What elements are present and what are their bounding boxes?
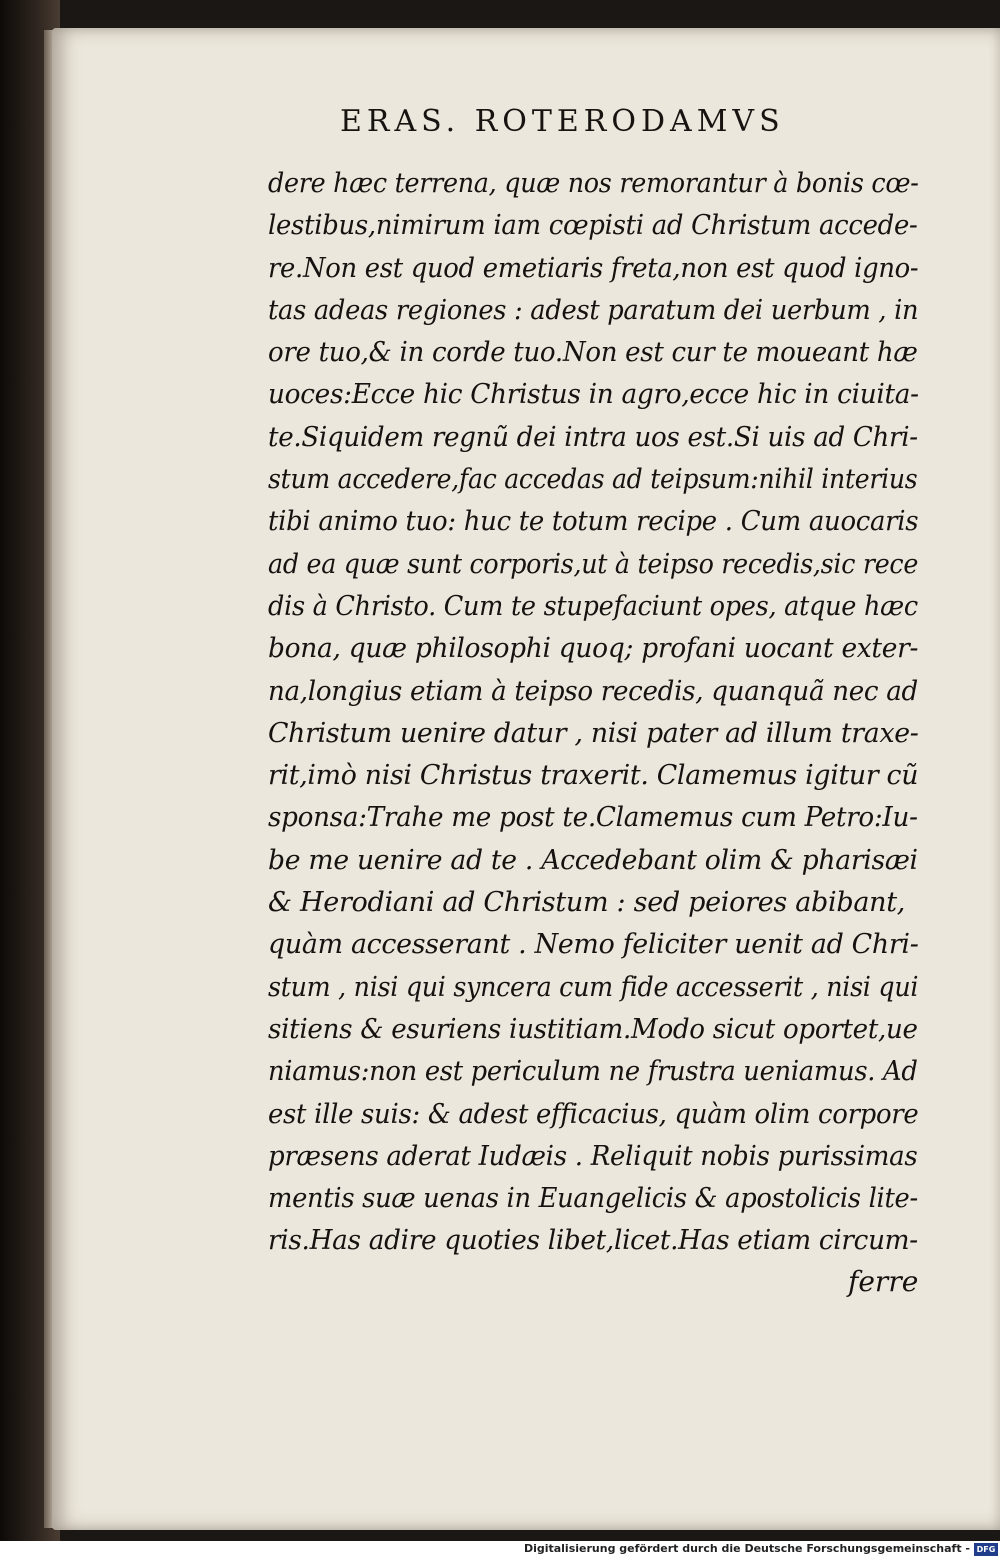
- text-line: dere hæc terrena, quæ nos remorantur à bonis cœ-: [268, 168, 919, 199]
- text-line: na,longius etiam à teipso recedis, quanquã nec ad: [268, 675, 918, 707]
- text-line: stum accedere,fac accedas ad teipsum:nihil interius: [268, 464, 918, 496]
- body-text: [268, 163, 918, 1263]
- text-line: sitiens & esuriens iustitiam.Modo sicut oportet,ue: [268, 1013, 918, 1045]
- running-head: ERAS. ROTERODAMVS: [340, 104, 785, 139]
- text-line: & Herodiani ad Christum : sed peiores abibant,: [268, 887, 906, 919]
- text-line: rit,imò nisi Christus traxerit. Clamemus igitur cũ: [268, 760, 919, 792]
- text-line: bona, quæ philosophi quoq; profani uocant exter-: [268, 633, 919, 665]
- text-line: niamus:non est periculum ne frustra ueniamus. Ad: [268, 1056, 918, 1088]
- text-line: ad ea quæ sunt corporis,ut à teipso recedis,sic rece: [268, 548, 919, 580]
- text-line: sponsa:Trahe me post te.Clamemus cum Petro:Iu-: [268, 802, 918, 834]
- text-line: tas adeas regiones : adest paratum dei uerbum , in: [268, 294, 919, 326]
- text-line: quàm accesserant . Nemo feliciter uenit ad Chri-: [268, 929, 919, 961]
- text-line: te.Siquidem regnũ dei intra uos est.Si uis ad Chri-: [268, 421, 918, 453]
- text-line: Christum uenire datur , nisi pater ad illum traxe-: [268, 717, 919, 749]
- catchword: ferre: [848, 1265, 919, 1298]
- text-line: præsens aderat Iudæis . Reliquit nobis purissimas: [268, 1140, 918, 1172]
- text-line: lestibus,nimirum iam cœpisti ad Christum accede-: [268, 210, 918, 242]
- text-line: mentis suæ uenas in Euangelicis & apostolicis lite-: [268, 1183, 918, 1215]
- text-line: uoces:Ecce hic Christus in agro,ecce hic in ciuita-: [268, 379, 919, 411]
- text-line: dis à Christo. Cum te stupefaciunt opes, atque hæc: [268, 590, 918, 622]
- text-line: est ille suis: & adest efficacius, quàm olim corpore: [268, 1098, 919, 1130]
- text-line: tibi animo tuo: huc te totum recipe . Cum auocaris: [268, 506, 919, 538]
- text-line: ore tuo,& in corde tuo.Non est cur te moueant hæ: [268, 337, 918, 369]
- dfg-logo: DFG: [974, 1543, 998, 1556]
- text-line: ris.Has adire quoties libet,licet.Has etiam circum-: [268, 1225, 918, 1257]
- text-line: re.Non est quod emetiaris freta,non est quod igno-: [268, 252, 919, 284]
- text-line: be me uenire ad te . Accedebant olim & pharisæi: [268, 844, 918, 876]
- footer-credit: Digitalisierung gefördert durch die Deutsche Forschungsgemeinschaft -: [523, 1542, 970, 1555]
- text-line: stum , nisi qui syncera cum fide accesserit , nisi qui: [268, 971, 919, 1003]
